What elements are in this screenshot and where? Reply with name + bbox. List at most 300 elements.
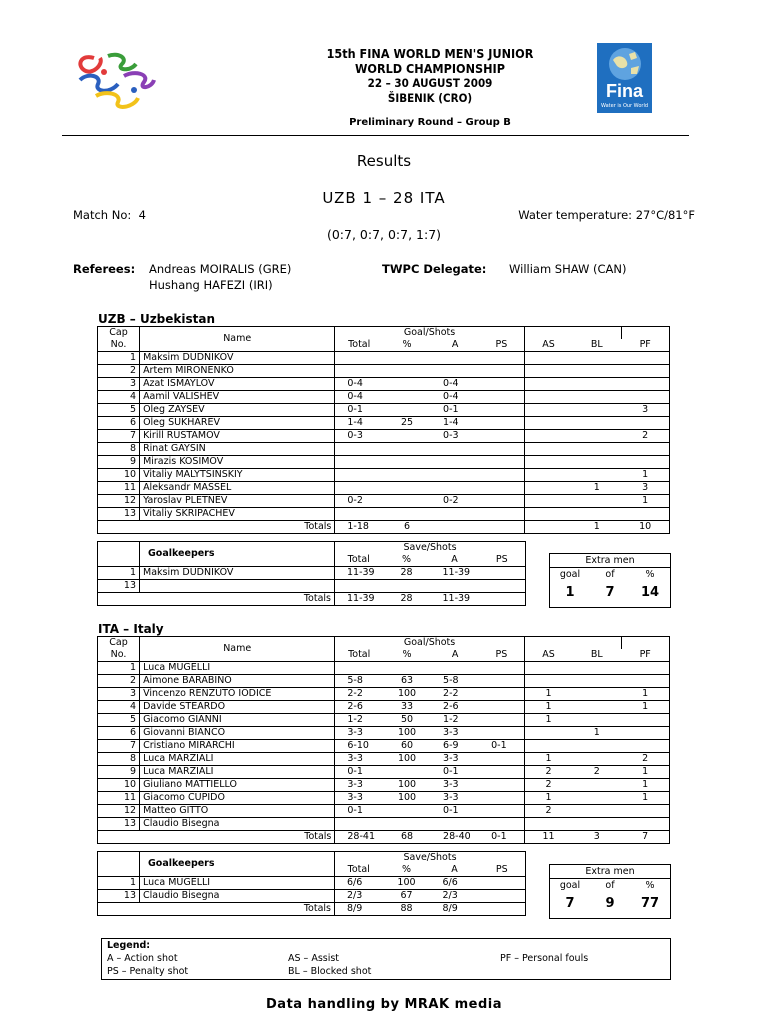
player-a	[431, 456, 479, 469]
legend-box	[101, 938, 671, 980]
player-name: Giovanni BIANCO	[140, 727, 335, 740]
table-row	[98, 675, 670, 688]
a-header: A	[431, 339, 479, 352]
player-name: Luca MARZIALI	[140, 753, 335, 766]
player-name: Rinat GAYSIN	[140, 443, 335, 456]
extra-men-header: Extra men	[550, 554, 670, 568]
player-ps	[479, 417, 524, 430]
gk-name: Claudio Bisegna	[140, 890, 335, 903]
gk-ps	[479, 877, 526, 890]
player-ps	[479, 482, 524, 495]
player-a: 3-3	[431, 779, 479, 792]
uzb-extra-of: 7	[605, 585, 615, 600]
player-pf	[621, 818, 669, 831]
player-cap: 4	[98, 701, 140, 714]
player-total: 1-4	[335, 417, 383, 430]
legend-title: Legend:	[107, 940, 151, 951]
player-pf: 1	[621, 495, 669, 508]
player-bl	[572, 714, 621, 727]
player-ps	[479, 404, 524, 417]
table-row	[98, 779, 670, 792]
total-header: Total	[335, 649, 383, 662]
a-header: A	[431, 864, 479, 877]
gk-pct: 67	[383, 890, 431, 903]
gk-totals-pct: 88	[383, 903, 431, 916]
player-a: 1-4	[431, 417, 479, 430]
uzb-extra-men	[549, 553, 671, 608]
gk-a: 2/3	[431, 890, 479, 903]
player-as	[524, 404, 572, 417]
player-as: 1	[524, 701, 572, 714]
player-cap: 7	[98, 430, 140, 443]
player-a: 2-2	[431, 688, 479, 701]
player-total: 0-1	[335, 805, 383, 818]
delegate-label: TWPC Delegate:	[382, 262, 487, 276]
ita-extra-pct: 77	[640, 896, 660, 911]
player-cap: 2	[98, 675, 140, 688]
player-cap: 7	[98, 740, 140, 753]
player-cap: 5	[98, 404, 140, 417]
player-cap: 9	[98, 456, 140, 469]
player-total: 0-2	[335, 495, 383, 508]
gk-name: Maksim DUDNIKOV	[140, 567, 335, 580]
player-as	[524, 662, 572, 675]
player-bl	[572, 404, 621, 417]
player-name: Aleksandr MASSEL	[140, 482, 335, 495]
player-pf	[621, 675, 669, 688]
player-cap: 1	[98, 662, 140, 675]
a-header: A	[431, 554, 479, 567]
player-pct	[383, 495, 431, 508]
gk-cap: 1	[98, 567, 140, 580]
uzb-extra-pct: 14	[640, 585, 660, 600]
legend-assist: AS – Assist	[288, 953, 340, 964]
player-pct	[383, 430, 431, 443]
player-name: Maksim DUDNIKOV	[140, 352, 335, 365]
player-total	[335, 508, 383, 521]
footer-credit: Data handling by MRAK media	[266, 997, 502, 1012]
player-total	[335, 352, 383, 365]
blank-header	[621, 327, 669, 340]
player-cap: 8	[98, 443, 140, 456]
player-ps	[479, 495, 524, 508]
player-pct	[383, 662, 431, 675]
ps-header: PS	[479, 649, 524, 662]
blank-header	[621, 637, 669, 650]
gk-cap: 13	[98, 580, 140, 593]
player-cap: 13	[98, 508, 140, 521]
player-pct: 33	[383, 701, 431, 714]
player-ps	[479, 753, 524, 766]
player-a: 3-3	[431, 792, 479, 805]
pf-header: PF	[621, 649, 669, 662]
player-cap: 9	[98, 766, 140, 779]
header-divider	[62, 135, 689, 136]
player-bl	[572, 391, 621, 404]
player-bl	[572, 469, 621, 482]
ita-stats-table	[97, 636, 670, 844]
player-bl	[572, 688, 621, 701]
player-pf	[621, 714, 669, 727]
totals-ps: 0-1	[479, 831, 524, 844]
blank-header	[98, 542, 140, 555]
delegate-name: William SHAW (CAN)	[509, 262, 627, 276]
player-cap: 10	[98, 779, 140, 792]
totals-total: 1-18	[335, 521, 383, 534]
a-header: A	[431, 649, 479, 662]
player-pct	[383, 443, 431, 456]
gk-totals-a: 8/9	[431, 903, 479, 916]
player-cap: 1	[98, 352, 140, 365]
player-name: Vincenzo RENZUTO IODICE	[140, 688, 335, 701]
player-as	[524, 740, 572, 753]
player-pf	[621, 352, 669, 365]
player-ps	[479, 391, 524, 404]
extra-pct-label: %	[645, 880, 655, 891]
referee-2: Hushang HAFEZI (IRI)	[149, 278, 273, 292]
bl-header: BL	[572, 649, 621, 662]
player-pct: 100	[383, 688, 431, 701]
player-ps	[479, 766, 524, 779]
gk-name	[140, 580, 335, 593]
totals-ps	[479, 521, 524, 534]
player-bl	[572, 753, 621, 766]
player-pct	[383, 365, 431, 378]
table-row	[98, 378, 670, 391]
table-row	[98, 740, 670, 753]
player-total: 6-10	[335, 740, 383, 753]
ita-extra-of: 9	[605, 896, 615, 911]
fina-tagline: Water is Our World	[600, 103, 649, 109]
player-bl: 1	[572, 727, 621, 740]
player-pf: 3	[621, 404, 669, 417]
blank-header	[524, 327, 621, 340]
save-shots-header: Save/Shots	[335, 542, 526, 555]
player-total: 5-8	[335, 675, 383, 688]
table-row	[98, 456, 670, 469]
player-as	[524, 675, 572, 688]
player-pct	[383, 391, 431, 404]
table-row	[98, 495, 670, 508]
pct-header: %	[383, 554, 431, 567]
player-as: 1	[524, 753, 572, 766]
ita-team-title: ITA – Italy	[98, 622, 164, 636]
player-pct	[383, 404, 431, 417]
player-name: Vitaliy SKRIPACHEV	[140, 508, 335, 521]
player-name: Cristiano MIRARCHI	[140, 740, 335, 753]
water-temperature	[518, 208, 695, 222]
gk-pct	[383, 580, 431, 593]
title-line-1: 15th FINA WORLD MEN'S JUNIOR	[326, 46, 534, 61]
player-pct	[383, 805, 431, 818]
uzb-stats-table	[97, 326, 670, 534]
gk-total	[335, 580, 383, 593]
player-cap: 12	[98, 495, 140, 508]
player-a: 0-1	[431, 805, 479, 818]
player-cap: 12	[98, 805, 140, 818]
ita-goalkeepers-table	[97, 851, 526, 916]
player-as	[524, 469, 572, 482]
player-a: 1-2	[431, 714, 479, 727]
player-pf: 1	[621, 688, 669, 701]
extra-men-header: Extra men	[550, 865, 670, 879]
table-row	[98, 766, 670, 779]
player-ps	[479, 508, 524, 521]
blank-header	[98, 852, 140, 865]
player-pf: 2	[621, 753, 669, 766]
player-cap: 6	[98, 417, 140, 430]
player-a: 0-4	[431, 391, 479, 404]
name-header: Name	[140, 637, 335, 662]
player-total: 3-3	[335, 727, 383, 740]
gk-header-row	[98, 852, 526, 865]
player-total: 0-3	[335, 430, 383, 443]
fina-logo-text: Fina	[605, 81, 643, 101]
totals-pf: 7	[621, 831, 669, 844]
player-name: Matteo GITTO	[140, 805, 335, 818]
legend-penalty-shot: PS – Penalty shot	[107, 966, 189, 977]
player-name: Azat ISMAYLOV	[140, 378, 335, 391]
player-cap: 10	[98, 469, 140, 482]
player-pf	[621, 508, 669, 521]
player-a: 0-1	[431, 404, 479, 417]
player-bl	[572, 443, 621, 456]
player-cap: 13	[98, 818, 140, 831]
gk-total: 2/3	[335, 890, 383, 903]
player-bl	[572, 430, 621, 443]
pf-header: PF	[621, 339, 669, 352]
totals-pf: 10	[621, 521, 669, 534]
table-row	[98, 482, 670, 495]
total-header: Total	[335, 339, 383, 352]
player-pct: 50	[383, 714, 431, 727]
player-bl	[572, 378, 621, 391]
player-total	[335, 443, 383, 456]
legend-personal-fouls: PF – Personal fouls	[500, 953, 589, 964]
championship-title	[250, 46, 610, 106]
bl-header: BL	[572, 339, 621, 352]
player-pct	[383, 766, 431, 779]
player-name: Giuliano MATTIELLO	[140, 779, 335, 792]
totals-a: 28-40	[431, 831, 479, 844]
table-row	[98, 701, 670, 714]
player-bl	[572, 701, 621, 714]
totals-pct: 68	[383, 831, 431, 844]
round-label: Preliminary Round – Group B	[349, 117, 511, 128]
player-pf	[621, 805, 669, 818]
player-total: 0-1	[335, 404, 383, 417]
player-as	[524, 508, 572, 521]
table-row	[98, 805, 670, 818]
player-ps	[479, 818, 524, 831]
cap-header: Cap	[98, 327, 140, 340]
player-total: 2-2	[335, 688, 383, 701]
player-pf: 1	[621, 701, 669, 714]
gk-totals-pct: 28	[383, 593, 431, 606]
player-ps	[479, 792, 524, 805]
player-name: Artem MIRONENKO	[140, 365, 335, 378]
player-bl	[572, 779, 621, 792]
gk-ps	[479, 580, 526, 593]
player-pct: 100	[383, 753, 431, 766]
player-as: 1	[524, 792, 572, 805]
player-ps	[479, 443, 524, 456]
ps-header: PS	[479, 864, 526, 877]
player-pct	[383, 352, 431, 365]
gk-pct: 28	[383, 567, 431, 580]
match-no-value: 4	[138, 208, 146, 222]
player-pct	[383, 818, 431, 831]
player-a: 3-3	[431, 727, 479, 740]
player-as	[524, 352, 572, 365]
player-ps	[479, 714, 524, 727]
player-as: 1	[524, 688, 572, 701]
player-ps	[479, 365, 524, 378]
player-pf	[621, 391, 669, 404]
player-bl	[572, 456, 621, 469]
player-pct: 63	[383, 675, 431, 688]
gk-totals-row	[98, 593, 526, 606]
save-shots-header: Save/Shots	[335, 852, 526, 865]
player-total: 2-6	[335, 701, 383, 714]
player-total	[335, 365, 383, 378]
player-bl	[572, 805, 621, 818]
player-ps	[479, 727, 524, 740]
gk-cap: 13	[98, 890, 140, 903]
totals-row	[98, 831, 670, 844]
table-row	[98, 404, 670, 417]
player-name: Giacomo GIANNI	[140, 714, 335, 727]
uzb-team-title: UZB – Uzbekistan	[98, 312, 216, 326]
ita-extra-men	[549, 864, 671, 919]
player-ps	[479, 701, 524, 714]
player-pct: 60	[383, 740, 431, 753]
player-ps	[479, 378, 524, 391]
player-ps	[479, 430, 524, 443]
player-as: 2	[524, 779, 572, 792]
gk-totals-row	[98, 903, 526, 916]
player-as	[524, 482, 572, 495]
gk-row	[98, 567, 526, 580]
referee-1: Andreas MOIRALIS (GRE)	[149, 262, 292, 276]
player-pct: 100	[383, 779, 431, 792]
match-no-label: Match No:	[73, 208, 132, 222]
player-a	[431, 482, 479, 495]
player-name: Oleg SUKHAREV	[140, 417, 335, 430]
totals-label: Totals	[98, 593, 335, 606]
totals-as	[524, 521, 572, 534]
player-cap: 11	[98, 792, 140, 805]
blank-header	[98, 554, 140, 567]
pct-header: %	[383, 339, 431, 352]
player-pf: 1	[621, 766, 669, 779]
player-bl	[572, 352, 621, 365]
totals-label: Totals	[98, 831, 335, 844]
player-bl	[572, 740, 621, 753]
pct-header: %	[383, 649, 431, 662]
table-row	[98, 792, 670, 805]
player-a: 0-1	[431, 766, 479, 779]
table-row	[98, 753, 670, 766]
totals-label: Totals	[98, 521, 335, 534]
fina-logo	[597, 43, 652, 113]
ps-header: PS	[479, 339, 524, 352]
as-header: AS	[524, 339, 572, 352]
player-as	[524, 456, 572, 469]
table-row	[98, 714, 670, 727]
player-bl	[572, 508, 621, 521]
table-row	[98, 508, 670, 521]
player-pf	[621, 740, 669, 753]
championship-logo	[74, 50, 158, 112]
uzb-goalkeepers-table	[97, 541, 526, 606]
table-row	[98, 443, 670, 456]
player-name: Kirill RUSTAMOV	[140, 430, 335, 443]
player-total: 0-1	[335, 766, 383, 779]
player-a	[431, 365, 479, 378]
player-cap: 4	[98, 391, 140, 404]
total-header: Total	[335, 864, 383, 877]
player-as	[524, 727, 572, 740]
table-row	[98, 352, 670, 365]
period-scores: (0:7, 0:7, 0:7, 1:7)	[326, 227, 442, 242]
player-name: Aamil VALISHEV	[140, 391, 335, 404]
player-as	[524, 443, 572, 456]
player-a	[431, 352, 479, 365]
player-ps: 0-1	[479, 740, 524, 753]
cap-no-header: No.	[98, 649, 140, 662]
player-as	[524, 495, 572, 508]
player-total: 3-3	[335, 779, 383, 792]
player-bl	[572, 495, 621, 508]
ps-header: PS	[479, 554, 526, 567]
player-total	[335, 482, 383, 495]
player-name: Giacomo CUPIDO	[140, 792, 335, 805]
goal-shots-header: Goal/Shots	[335, 637, 524, 650]
player-a	[431, 508, 479, 521]
gk-a: 11-39	[431, 567, 479, 580]
extra-pct-label: %	[645, 569, 655, 580]
ita-extra-goal: 7	[565, 896, 575, 911]
player-name: Luca MUGELLI	[140, 662, 335, 675]
player-as	[524, 365, 572, 378]
player-name: Claudio Bisegna	[140, 818, 335, 831]
gk-row	[98, 890, 526, 903]
table-row	[98, 818, 670, 831]
table-row	[98, 391, 670, 404]
player-pf	[621, 365, 669, 378]
gk-totals-ps	[479, 903, 526, 916]
player-as	[524, 818, 572, 831]
player-pct	[383, 378, 431, 391]
player-ps	[479, 779, 524, 792]
player-cap: 6	[98, 727, 140, 740]
table-row	[98, 727, 670, 740]
player-total	[335, 662, 383, 675]
as-header: AS	[524, 649, 572, 662]
player-cap: 8	[98, 753, 140, 766]
player-as: 2	[524, 766, 572, 779]
player-cap: 3	[98, 378, 140, 391]
player-pct	[383, 482, 431, 495]
gk-ps	[479, 567, 526, 580]
player-pf	[621, 378, 669, 391]
player-total: 1-2	[335, 714, 383, 727]
player-ps	[479, 675, 524, 688]
player-bl	[572, 662, 621, 675]
player-total	[335, 469, 383, 482]
player-as: 1	[524, 714, 572, 727]
